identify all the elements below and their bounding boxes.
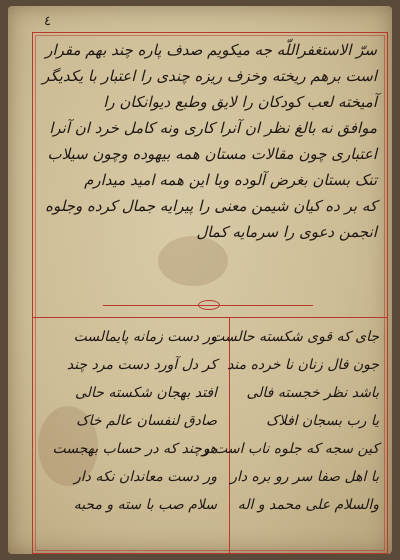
prose-line: است برهم ریخته وخزف ریزه چندی را اعتبار با یکدیگر (42, 67, 377, 85)
prose-line: انجمن دعوی را سرمایه کمال (196, 223, 377, 241)
prose-line: آمیخته لعب کودکان را لایق وطبع دیوانکان را (103, 93, 377, 111)
verse-line: جای که قوی شکسته حالست (211, 329, 379, 345)
verse-line: افتد بهجان شکسته حالی (75, 385, 217, 401)
verse-line: کر دل آورد دست مرد چند (66, 357, 217, 373)
verse-line: باشد نظر خجسته فالی (246, 385, 379, 401)
folio-number: ٤ (44, 14, 51, 29)
column-divider-horizontal (33, 317, 387, 318)
prose-line: که بر ده کیان شیمن معنی را پیرایه جمال کرده وجلوه (45, 197, 377, 215)
prose-line: اعتباری چون مقالات مستان همه بیهوده وچون سیلاب (47, 145, 377, 163)
verse-column-right (202, 323, 381, 548)
section-ornament (103, 305, 313, 316)
prose-line: تنک بستان بغرض آلوده وبا این همه امید میدارم (84, 171, 377, 189)
verse-line: با اهل صفا سر رو بره دار (230, 469, 379, 485)
verse-line: هرچند که در حساب بهجست (52, 441, 217, 457)
verse-column-left (47, 323, 219, 548)
verse-line: یا رب بسجان افلاک (266, 413, 379, 429)
verse-line: والسلام علی محمد و اله (237, 497, 379, 513)
verse-line: ور دست زمانه پایمالست (73, 329, 217, 345)
verse-line: صادق لنفسان عالم خاک (76, 413, 217, 429)
verse-line: جون فال زنان نا خرده مند (227, 357, 379, 373)
verse-line: ور دست معاندان نکه دار (74, 469, 217, 485)
prose-line: موافق نه بالغ نظر ان آنرا کاری ونه کامل خرد ان آنرا (49, 119, 377, 137)
prose-block (37, 37, 383, 297)
ruled-frame (32, 32, 388, 554)
verse-line: سلام صب با سته و محبه (73, 497, 217, 513)
prose-line: سرّ الاستغفراللّه جه میکویم صدف پاره چند بهم مقرار (45, 41, 377, 59)
manuscript-page (8, 6, 392, 554)
verse-line: کین سجه که جلوه ناب است و (202, 441, 379, 457)
